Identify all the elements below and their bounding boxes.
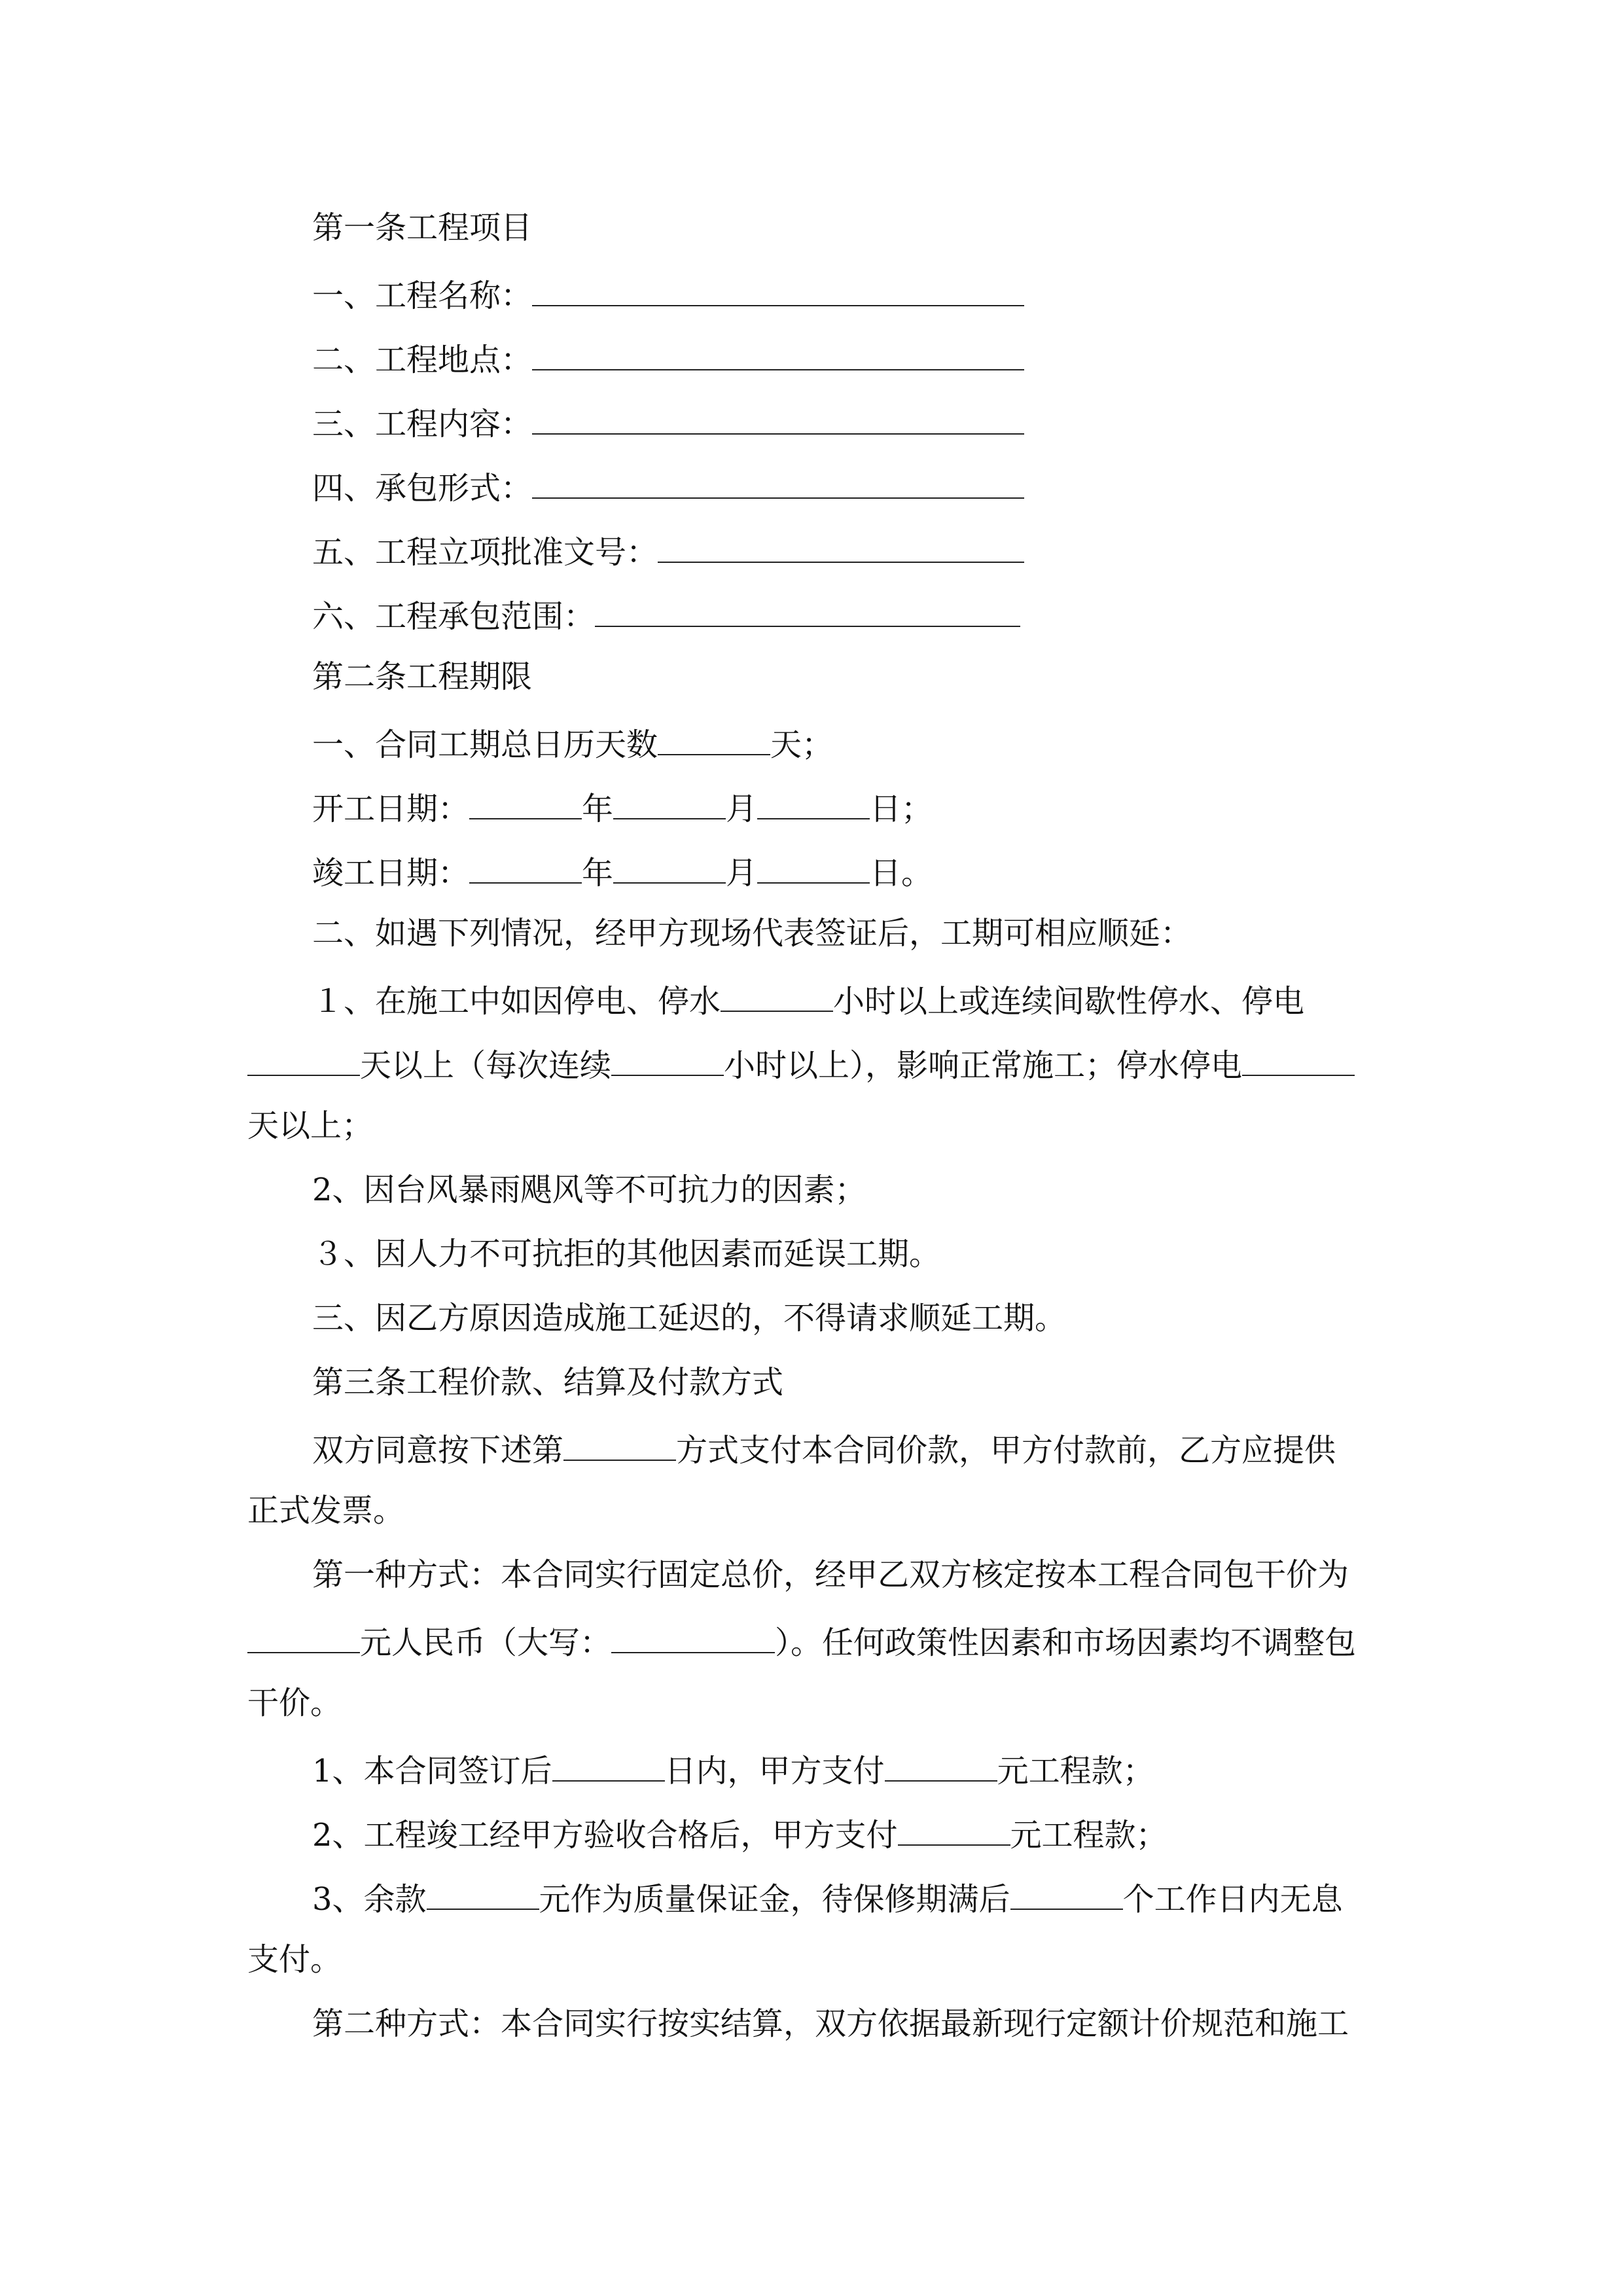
extension-conditions: 二、如遇下列情况，经甲方现场代表签证后，工期可相应顺延：	[312, 915, 1192, 952]
contract-scope-blank[interactable]	[595, 593, 1020, 627]
condition-1-line3: 天以上；	[247, 1107, 374, 1144]
project-name-blank[interactable]	[532, 272, 1024, 306]
intermittent-days-blank[interactable]	[247, 1042, 360, 1076]
outage-hours-blank[interactable]	[721, 978, 833, 1012]
lump-sum-amount-blank[interactable]	[247, 1619, 360, 1653]
approval-number-blank[interactable]	[658, 529, 1024, 563]
payment-intro-line2: 正式发票。	[247, 1492, 405, 1529]
method1-line1: 第一种方式：本合同实行固定总价，经甲乙双方核定按本工程合同包干价为	[312, 1556, 1349, 1593]
item-approval-number: 五、工程立项批准文号：	[247, 529, 1444, 572]
condition-3: ３、因人力不可抗拒的其他因素而延误工期。	[312, 1236, 941, 1272]
total-days-line: 一、合同工期总日历天数 天；	[247, 721, 1444, 764]
condition-1-line2: 天以上（每次连续 小时以上），影响正常施工；停水停电	[247, 1042, 1380, 1085]
end-month-blank[interactable]	[613, 850, 726, 884]
item-project-content: 三、工程内容：	[247, 401, 1444, 444]
contract-form-blank[interactable]	[532, 465, 1024, 499]
installment-1: 1、本合同签订后 日内，甲方支付 元工程款；	[247, 1748, 1444, 1791]
installment-2: 2、工程竣工经甲方验收合格后，甲方支付 元工程款；	[247, 1812, 1444, 1855]
amount-in-words-blank[interactable]	[611, 1619, 775, 1653]
continuous-hours-blank[interactable]	[611, 1042, 724, 1076]
method2-line1: 第二种方式：本合同实行按实结算，双方依据最新现行定额计价规范和施工	[312, 2005, 1349, 2042]
payment-intro-line1: 双方同意按下述第 方式支付本合同价款，甲方付款前，乙方应提供	[247, 1427, 1444, 1470]
installment1-days-blank[interactable]	[552, 1748, 665, 1782]
article1-title: 第一条工程项目	[312, 209, 533, 246]
payment-method-blank[interactable]	[563, 1427, 676, 1461]
article2-title: 第二条工程期限	[312, 658, 533, 695]
end-year-blank[interactable]	[469, 850, 582, 884]
installment2-amount-blank[interactable]	[898, 1812, 1010, 1846]
start-day-blank[interactable]	[757, 785, 870, 819]
installment-3-line2: 支付。	[247, 1941, 342, 1978]
installment-3-line1: 3、余款 元作为质量保证金，待保修期满后 个工作日内无息	[247, 1876, 1444, 1919]
retention-days-blank[interactable]	[1010, 1876, 1123, 1910]
no-extension-clause: 三、因乙方原因造成施工延迟的，不得请求顺延工期。	[312, 1300, 1067, 1336]
article3-title: 第三条工程价款、结算及付款方式	[312, 1364, 784, 1401]
item-project-location: 二、工程地点：	[247, 336, 1444, 380]
end-date-line: 竣工日期： 年 月 日。	[247, 850, 1444, 893]
method1-line3: 干价。	[247, 1685, 342, 1721]
outage-days-blank[interactable]	[1242, 1042, 1355, 1076]
item-project-name: 一、工程名称：	[247, 272, 1444, 315]
method1-line2: 元人民币（大写： ）。任何政策性因素和市场因素均不调整包	[247, 1619, 1380, 1662]
end-day-blank[interactable]	[757, 850, 870, 884]
total-days-blank[interactable]	[658, 721, 770, 755]
retention-amount-blank[interactable]	[427, 1876, 539, 1910]
start-year-blank[interactable]	[469, 785, 582, 819]
project-content-blank[interactable]	[532, 401, 1024, 435]
start-month-blank[interactable]	[613, 785, 726, 819]
installment1-amount-blank[interactable]	[885, 1748, 997, 1782]
item-contract-scope: 六、工程承包范围：	[247, 593, 1444, 636]
item-contract-form: 四、承包形式：	[247, 465, 1444, 508]
condition-1-line1: １、在施工中如因停电、停水 小时以上或连续间歇性停水、停电	[247, 978, 1444, 1021]
project-location-blank[interactable]	[532, 336, 1024, 370]
condition-2: 2、因台风暴雨飓风等不可抗力的因素；	[312, 1172, 866, 1208]
start-date-line: 开工日期： 年 月 日；	[247, 785, 1444, 829]
